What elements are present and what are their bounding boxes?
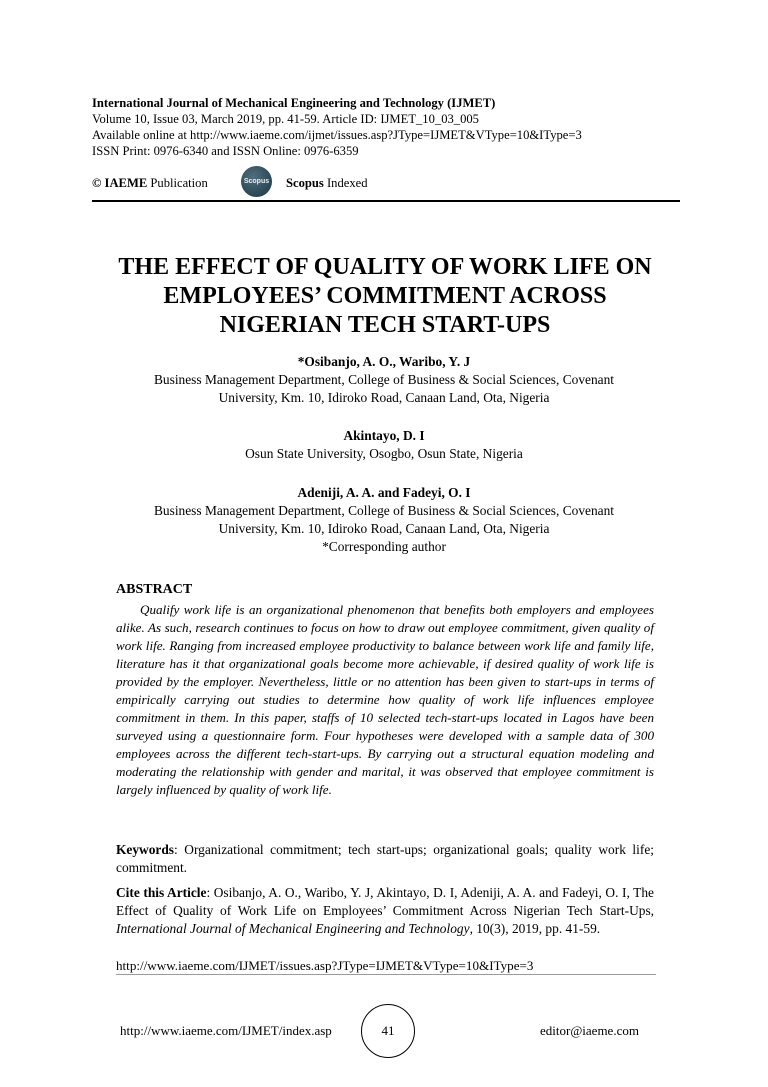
issn-line: ISSN Print: 0976-6340 and ISSN Online: 0976-6359 <box>92 144 359 158</box>
corresponding-author-note: *Corresponding author <box>322 539 446 554</box>
keywords-label: Keywords <box>116 842 175 857</box>
author-block-2 <box>92 427 676 463</box>
available-online-line: Available online at http://www.iaeme.com/ijmet/issues.asp?JType=IJMET&VType=10&IType=3 <box>92 128 582 142</box>
publisher-name: © IAEME <box>92 176 148 190</box>
author-block-3 <box>92 484 676 556</box>
scopus-logo-text: Scopus <box>243 178 270 185</box>
author-names: Akintayo, D. I <box>343 428 425 443</box>
volume-line: Volume 10, Issue 03, March 2019, pp. 41-59. Article ID: IJMET_10_03_005 <box>92 112 479 126</box>
publication-word: Publication <box>150 176 208 190</box>
affiliation-line: Business Management Department, College of Business & Social Sciences, Covenant <box>153 372 615 387</box>
publisher-label <box>92 176 208 191</box>
citation-url-link[interactable]: http://www.iaeme.com/IJMET/issues.asp?JType=IJMET&VType=10&IType=3 <box>116 958 534 973</box>
paper-title <box>80 253 690 340</box>
citation-text: : Osibanjo, A. O., Waribo, Y. J, Akintayo, D. I, Adeniji, A. A. and Fadeyi, O. I, The Effect of Quality of Work Life on Employees’ Commitment Across Nigerian Tech Start-Ups, <box>116 885 654 918</box>
journal-title: International Journal of Mechanical Engineering and Technology (IJMET) <box>92 96 496 110</box>
keywords-text: : Organizational commitment; tech start-ups; organizational goals; quality work life; commitment. <box>116 842 654 875</box>
header-divider <box>92 200 680 202</box>
keywords-paragraph <box>116 841 654 877</box>
citation-paragraph <box>116 884 654 938</box>
citation-divider <box>116 974 656 975</box>
title-line: NIGERIAN TECH START-UPS <box>219 312 551 338</box>
affiliation-line: University, Km. 10, Idiroko Road, Canaan Land, Ota, Nigeria <box>218 390 550 405</box>
citation-journal: International Journal of Mechanical Engineering and Technology <box>116 921 470 936</box>
abstract-text: Qualify work life is an organizational phenomenon that benefits both employers and employees alike. As such, research continues to focus on how to draw out employee commitment, given quality of work life. Ranging from increased employee productivity to balance between work life and family life, literature has it that organizational goals become more achievable, if desired quality of work life is provided by the employer. Nevertheless, little or no attention has been given to start-ups in terms of empirically carrying out studies to determine how quality of work life influences employee commitment in them. In this paper, staffs of 10 selected tech-start-ups located in Lagos have been surveyed using a questionnaire form. Four hypotheses were developed with a sample data of 300 employees across the different tech-start-ups. By carrying out a structural equation modeling and moderating the relationship with gender and marital, it was observed that employee commitment is largely influenced by quality of work life. <box>116 602 654 797</box>
page-number-badge <box>361 1004 415 1058</box>
title-line: THE EFFECT OF QUALITY OF WORK LIFE ON <box>118 254 652 280</box>
scopus-indexed-label <box>286 176 368 191</box>
author-block-1 <box>92 353 676 407</box>
title-line: EMPLOYEES’ COMMITMENT ACROSS <box>163 283 607 309</box>
citation-label: Cite this Article <box>116 885 207 900</box>
publisher-row <box>92 166 682 202</box>
page-number: 41 <box>381 1023 395 1038</box>
journal-header <box>92 95 682 159</box>
author-names: *Osibanjo, A. O., Waribo, Y. J <box>297 354 471 369</box>
footer-email-link[interactable]: editor@iaeme.com <box>540 1023 639 1038</box>
affiliation-line: Osun State University, Osogbo, Osun State, Nigeria <box>245 446 523 461</box>
affiliation-line: University, Km. 10, Idiroko Road, Canaan Land, Ota, Nigeria <box>218 521 550 536</box>
affiliation-line: Business Management Department, College of Business & Social Sciences, Covenant <box>153 503 615 518</box>
footer-journal-url-link[interactable]: http://www.iaeme.com/IJMET/index.asp <box>120 1023 332 1038</box>
abstract-heading: ABSTRACT <box>116 582 193 597</box>
citation-tail: , 10(3), 2019, pp. 41-59. <box>469 921 601 936</box>
indexed-word: Indexed <box>326 176 368 190</box>
scopus-word: Scopus <box>286 176 324 190</box>
author-names: Adeniji, A. A. and Fadeyi, O. I <box>297 485 471 500</box>
scopus-logo-icon <box>241 166 272 197</box>
